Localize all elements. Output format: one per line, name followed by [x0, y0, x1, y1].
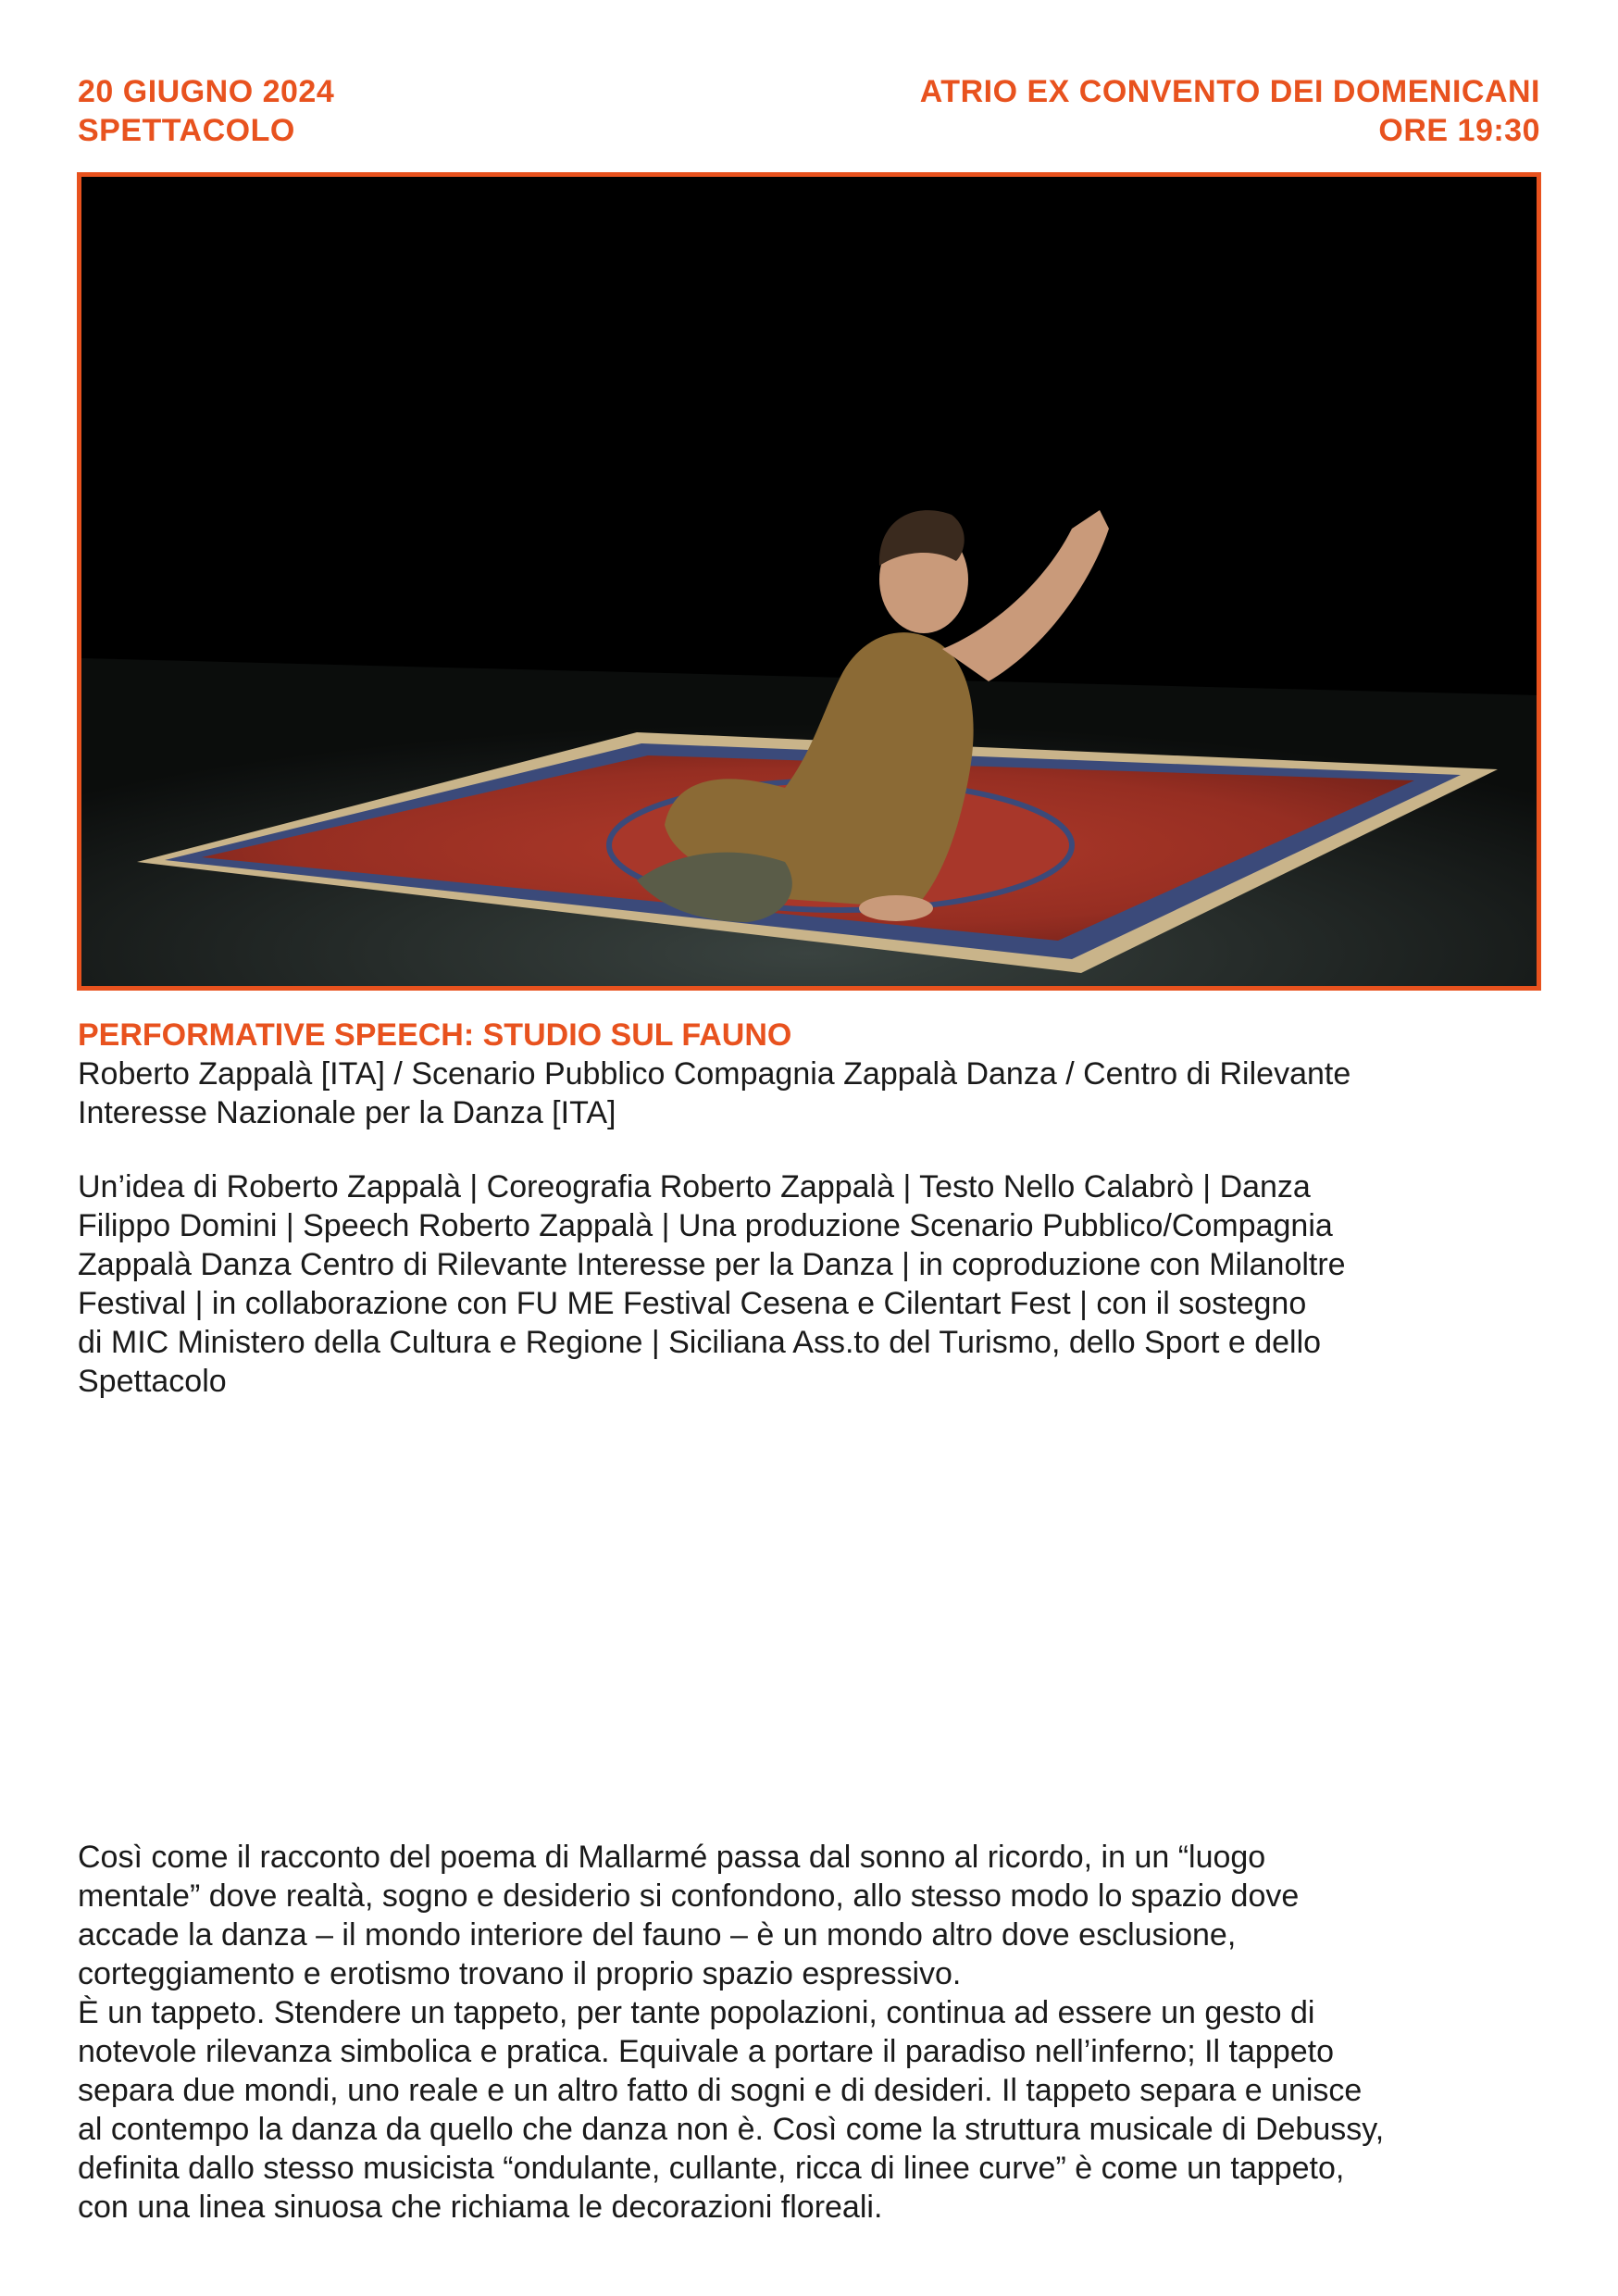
event-date: 20 GIUGNO 2024 [78, 74, 335, 109]
description-line: definita dallo stesso musicista “ondulante, cullante, ricca di linee curve” è come un tappeto, [78, 2151, 1345, 2186]
description-line: Così come il racconto del poema di Mallarmé passa dal sonno al ricordo, in un “luogo [78, 1840, 1266, 1875]
company-line: Interesse Nazionale per la Danza [ITA] [78, 1095, 616, 1130]
credits-line: Un’idea di Roberto Zappalà | Coreografia Roberto Zappalà | Testo Nello Calabrò | Danza [78, 1169, 1311, 1204]
event-category: SPETTACOLO [78, 113, 295, 148]
description-line: È un tappeto. Stendere un tappeto, per tante popolazioni, continua ad essere un gesto di [78, 1995, 1315, 2030]
event-date-block [78, 72, 334, 150]
event-time: ORE 19:30 [1378, 113, 1540, 148]
description-line: corteggiamento e erotismo trovano il proprio spazio espressivo. [78, 1956, 962, 1991]
show-title: PERFORMATIVE SPEECH: STUDIO SUL FAUNO [78, 1017, 792, 1053]
description-line: al contempo la danza da quello che danza non è. Così come la struttura musicale di Debussy, [78, 2112, 1385, 2147]
description-line: separa due mondi, uno reale e un altro fatto di sogni e di desideri. Il tappeto separa e unisce [78, 2073, 1363, 2108]
performance-photo [77, 172, 1541, 991]
description-line: mentale” dove realtà, sogno e desiderio si confondono, allo stesso modo lo spazio dove [78, 1878, 1300, 1914]
credits-line: di MIC Ministero della Cultura e Regione | Siciliana Ass.to del Turismo, dello Sport e dello [78, 1325, 1322, 1360]
event-venue: ATRIO EX CONVENTO DEI DOMENICANI [919, 74, 1540, 109]
description-line: accade la danza – il mondo interiore del fauno – è un mondo altro dove esclusione, [78, 1917, 1237, 1953]
company-line: Roberto Zappalà [ITA] / Scenario Pubblico Compagnia Zappalà Danza / Centro di Rilevante [78, 1056, 1351, 1092]
credits-line: Spettacolo [78, 1364, 227, 1399]
description-line: con una linea sinuosa che richiama le decorazioni floreali. [78, 2190, 883, 2225]
credits-line: Filippo Domini | Speech Roberto Zappalà | Una produzione Scenario Pubblico/Compagnia [78, 1208, 1333, 1243]
event-venue-block [920, 72, 1540, 150]
credits-line: Zappalà Danza Centro di Rilevante Interesse per la Danza | in coproduzione con Milanoltre [78, 1247, 1346, 1282]
performance-photo-icon [81, 177, 1537, 986]
description-line: notevole rilevanza simbolica e pratica. Equivale a portare il paradiso nell’inferno; Il tappeto [78, 2034, 1334, 2069]
credits-line: Festival | in collaborazione con FU ME Festival Cesena e Cilentart Fest | con il sostegno [78, 1286, 1307, 1321]
